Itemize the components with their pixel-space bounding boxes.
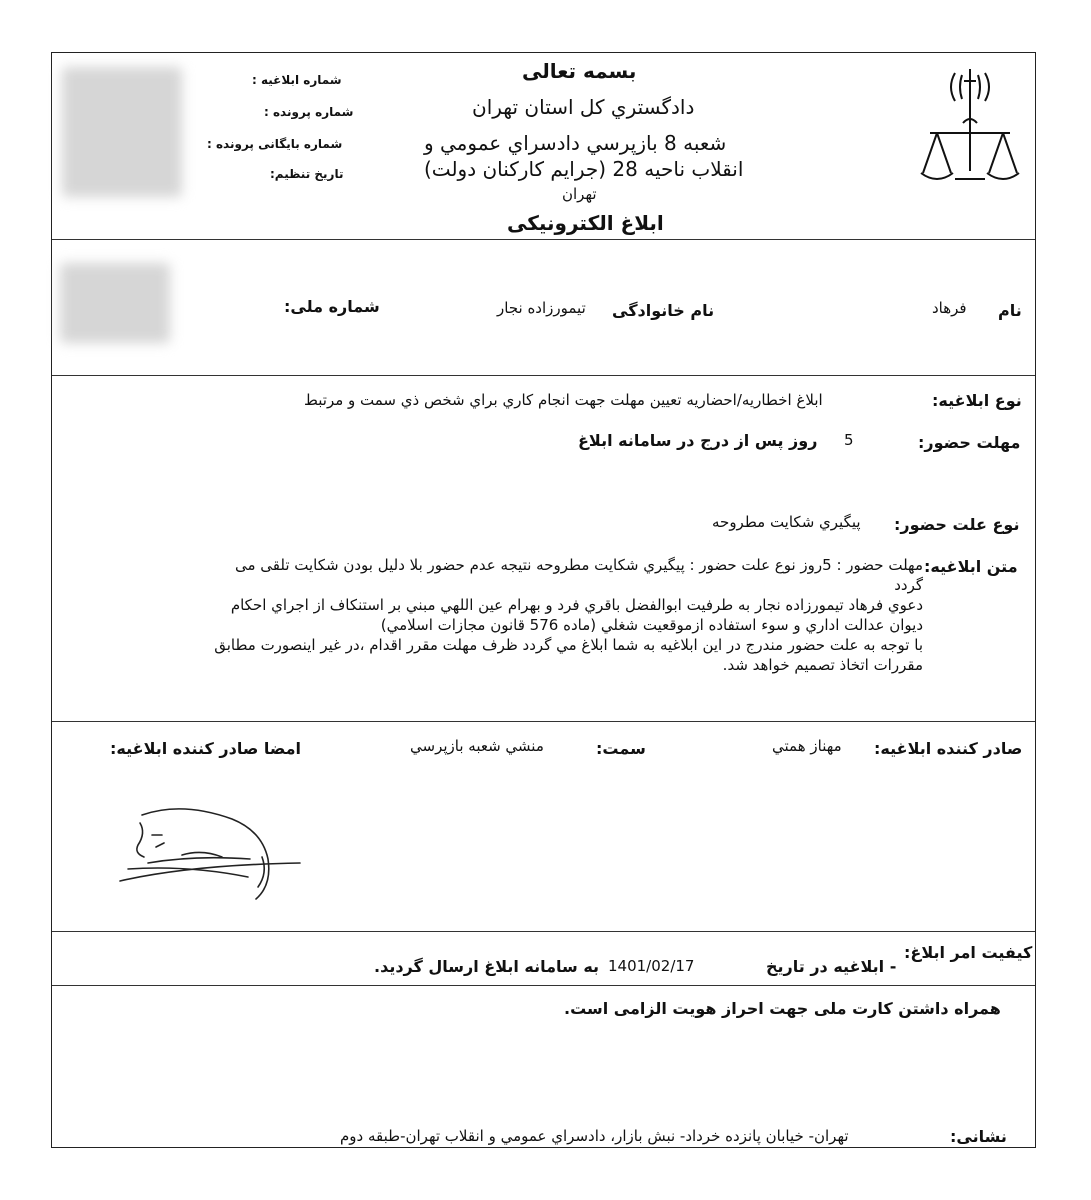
bismillah-heading: بسمه تعالی bbox=[522, 59, 637, 83]
notice-type-label: نوع ابلاغیه: bbox=[932, 391, 1022, 410]
issuer-name: مهناز همتي bbox=[772, 737, 842, 755]
notice-text-line: مقررات اتخاذ تصميم خواهد شد. bbox=[722, 656, 923, 674]
court-name: دادگستري كل استان تهران bbox=[472, 95, 695, 119]
branch-line-1: شعبه 8 بازپرسي دادسراي عمومي و bbox=[424, 131, 727, 155]
issuer-signature bbox=[112, 793, 312, 903]
reason-label: نوع علت حضور: bbox=[894, 515, 1020, 534]
position-value: منشي شعبه بازپرسي bbox=[410, 737, 544, 755]
document-title: ابلاغ الكترونيكی bbox=[507, 211, 664, 235]
last-name-label: نام خانوادگی bbox=[612, 301, 715, 320]
case-number-label: شماره پرونده : bbox=[264, 105, 354, 119]
delivery-date: 1401/02/17 bbox=[608, 957, 695, 975]
first-name-value: فرهاد bbox=[932, 299, 967, 317]
notice-text-body bbox=[93, 555, 923, 675]
redacted-national-id bbox=[60, 263, 170, 343]
delivery-label: كيفيت امر ابلاغ: bbox=[904, 943, 1033, 962]
archive-number-label: شماره بایگانی پرونده : bbox=[207, 137, 343, 151]
notice-text-line: با توجه به علت حضور مندرج در اين ابلاغيه به شما ابلاغ مي گردد ظرف مهلت مقرر اقدام ،در غير اينصورت مطابق bbox=[214, 636, 923, 654]
branch-line-2: انقلاب ناحيه 28 (جرايم كاركنان دولت) bbox=[424, 157, 744, 181]
notice-text-label: متن ابلاغیه: bbox=[924, 557, 1018, 576]
notice-type-value: ابلاغ اخطاريه/احضاريه تعيين مهلت جهت انجام كاري براي شخص ذي سمت و مرتبط bbox=[304, 391, 823, 409]
national-id-label: شماره ملی: bbox=[284, 297, 380, 316]
reason-value: پيگيري شكايت مطروحه bbox=[712, 513, 861, 531]
address-value: تهران- خيابان پانزده خرداد- نبش بازار، دادسراي عمومي و انقلاب تهران-طبقه دوم bbox=[340, 1127, 849, 1145]
redacted-values bbox=[62, 67, 182, 197]
deadline-label: مهلت حضور: bbox=[918, 433, 1021, 452]
notice-document bbox=[51, 52, 1036, 1148]
first-name-label: نام bbox=[998, 301, 1022, 320]
notice-text-line: گردد bbox=[894, 576, 923, 594]
delivery-prefix: - ابلاغيه در تاريخ bbox=[766, 957, 897, 976]
address-label: نشانی: bbox=[950, 1127, 1007, 1146]
notice-number-label: شماره ابلاغیه : bbox=[252, 73, 342, 87]
issuer-label: صادر كننده ابلاغیه: bbox=[874, 739, 1023, 758]
judiciary-emblem-icon bbox=[915, 61, 1025, 191]
position-label: سمت: bbox=[596, 739, 646, 758]
last-name-value: تيمورزاده نجار bbox=[497, 299, 586, 317]
deadline-text: روز پس از درج در سامانه ابلاغ bbox=[578, 431, 818, 450]
issue-date-label: تاریخ تنظیم: bbox=[270, 167, 344, 181]
id-card-notice: همراه داشتن كارت ملی جهت احراز هويت الزامی است. bbox=[564, 999, 1001, 1018]
city-name: تهران bbox=[562, 185, 597, 203]
signature-label: امضا صادر كننده ابلاغیه: bbox=[110, 739, 302, 758]
notice-text-line: مهلت حضور : 5روز نوع علت حضور : پيگيري شكايت مطروحه نتيجه عدم حضور بلا دليل بودن شكايت تلقی می bbox=[234, 556, 923, 574]
deadline-days: 5 bbox=[844, 431, 854, 449]
notice-text-line: دعوي فرهاد تيمورزاده نجار به طرفيت ابوالفضل باقري فرد و بهرام عين اللهي مبني بر استنكاف از اجراي احكام bbox=[230, 596, 923, 614]
notice-text-line: ديوان عدالت اداري و سوء استفاده ازموقعيت شغلي (ماده 576 قانون مجازات اسلامي) bbox=[380, 616, 923, 634]
delivery-suffix: به سامانه ابلاغ ارسال گرديد. bbox=[374, 957, 600, 976]
